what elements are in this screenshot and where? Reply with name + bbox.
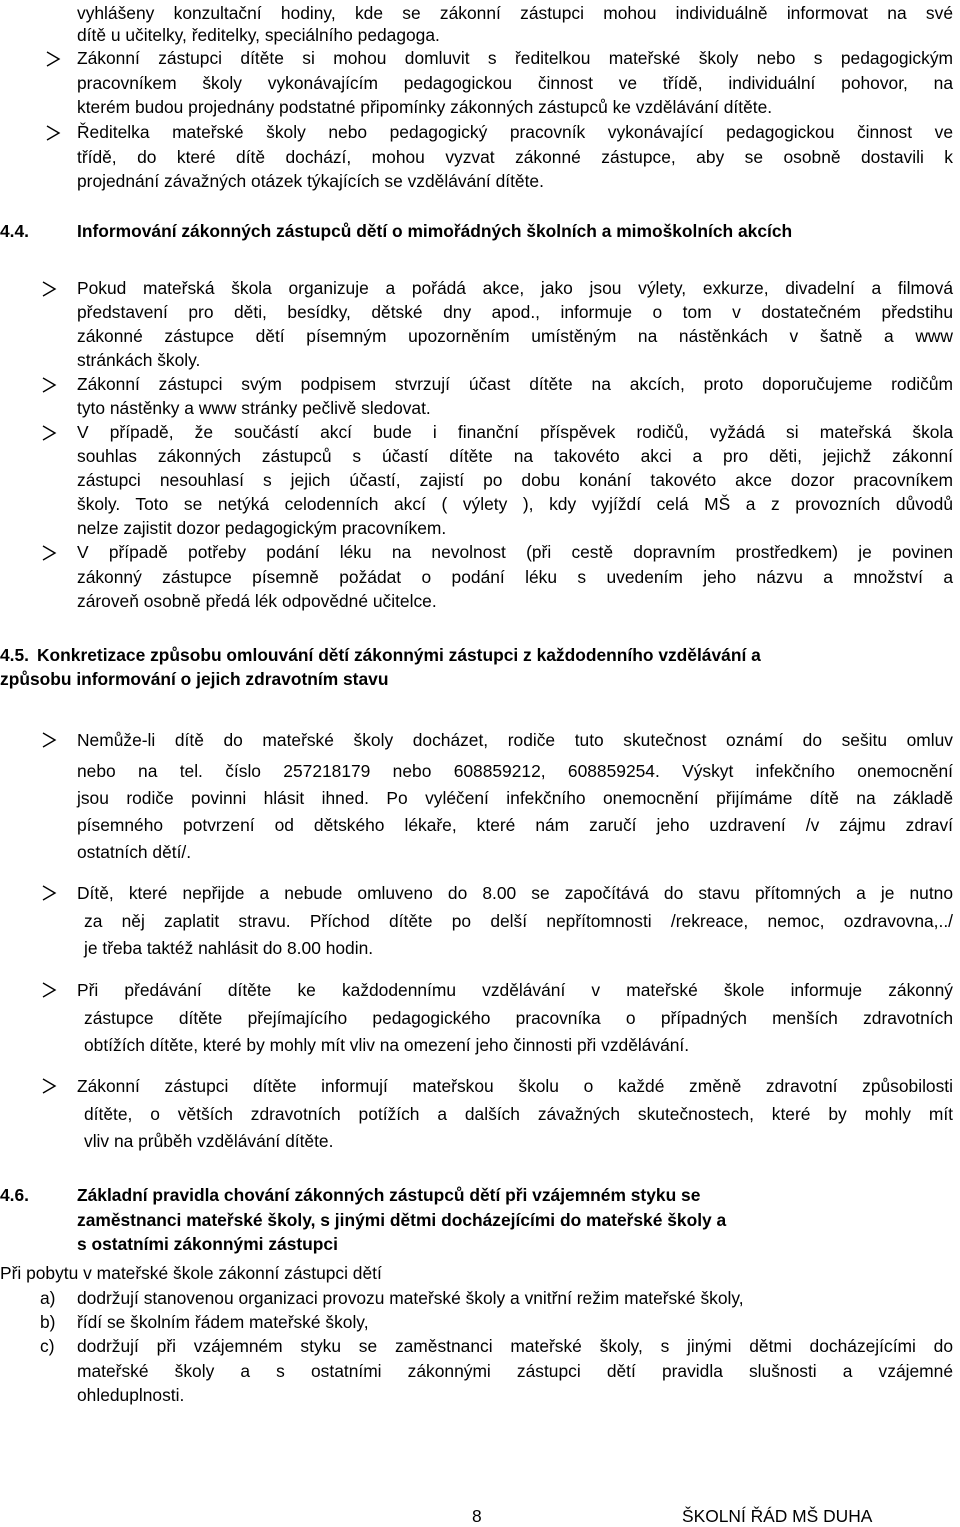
list-item-line: stránkách školy. (77, 350, 201, 370)
list-item-line: dodržují stanovenou organizaci provozu mateřské školy a vnitřní režim mateřské školy, (77, 1288, 744, 1308)
list-marker: c) (40, 1336, 55, 1356)
section-title: zaměstnanci mateřské školy, s jinými dětmi docházejícími do mateřské školy a (77, 1210, 727, 1230)
list-item-line: zákonné zástupce dětí písemným upozorněním umístěným na nástěnkách v šatně a www (77, 326, 953, 346)
list-item-line: projednání závažných otázek týkajících se vzdělávání dítěte. (77, 171, 544, 191)
list-item-line: ostatních dětí/. (77, 842, 192, 862)
list-item-line: nelze zajistit dozor pedagogickým pracovníkem. (77, 518, 447, 538)
list-item-line: školy. Toto se netýká celodenních akcí ( výlety ), kdy vyjíždí celá MŠ a z provozních důvodů (77, 494, 953, 514)
arrow-bullet-icon (40, 376, 62, 398)
list-item-line: písemného potvrzení od dětského lékaře, které nám zaručí jeho uzdravení /v zájmu zdraví (77, 815, 953, 835)
section-number: 4.5. (0, 645, 30, 665)
list-item-line: zástupci nesouhlasí s jejich účastí, zajistí po dobu konání takovéto akce dozor pracovníkem (77, 470, 953, 490)
list-marker: b) (40, 1312, 56, 1332)
list-item-line: za něj zaplatit stravu. Příchod dítěte po delší nepřítomnosti /rekreace, nemoc, ozdravovna,../ (84, 911, 953, 931)
list-item-line: Pokud mateřská škola organizuje a pořádá akce, jako jsou výlety, exkurze, divadelní a filmová (77, 278, 953, 298)
list-item-line: tyto nástěnky a www stránky pečlivě sledovat. (77, 398, 431, 418)
arrow-bullet-icon (40, 544, 62, 566)
arrow-bullet-icon (40, 424, 62, 446)
list-item-line: jsou rodiče povinni hlásit ihned. Po vyléčení infekčního onemocnění přijímáme dítě na základě (77, 788, 953, 808)
list-item-line: dítěte, o větších zdravotních potížích a dalších závažných skutečnostech, které by mohly mít (84, 1104, 953, 1124)
list-item-line: Při předávání dítěte ke každodennímu vzdělávání v mateřské škole informuje zákonný (77, 980, 953, 1000)
paragraph-line: vyhlášeny konzultační hodiny, kde se zákonní zástupci mohou individuálně informovat na své (77, 3, 953, 23)
list-item-line: obtížích dítěte, které by mohly mít vliv na omezení jeho činnosti při vzdělávání. (84, 1035, 690, 1055)
arrow-bullet-icon (40, 731, 62, 753)
arrow-bullet-icon (40, 1077, 62, 1099)
list-item-line: představení pro děti, besídky, dětské dny apod., informuje o tom v dostatečném předstihu (77, 302, 953, 322)
list-item-line: třídě, do které dítě dochází, mohou vyzvat zákonné zástupce, aby se osobně dostavili k (77, 147, 953, 167)
section-title: Informování zákonných zástupců dětí o mimořádných školních a mimoškolních akcích (77, 221, 793, 241)
list-item-line: Zákonní zástupci dítěte si mohou domluvit s ředitelkou mateřské školy nebo s pedagogickým (77, 48, 953, 68)
list-item-line: vliv na průběh vzdělávání dítěte. (84, 1131, 334, 1151)
section-title: Základní pravidla chování zákonných zástupců dětí při vzájemném styku se (77, 1185, 701, 1205)
paragraph-line: dítě u učitelky, ředitelky, speciálního pedagoga. (77, 25, 440, 45)
list-item-line: kterém budou projednány podstatné připomínky zákonných zástupců ke vzdělávání dítěte. (77, 97, 773, 117)
list-item-line: Zákonní zástupci dítěte informují mateřskou školu o každé změně zdravotní způsobilosti (77, 1076, 953, 1096)
section-intro: Při pobytu v mateřské škole zákonní zástupci dětí (0, 1263, 382, 1283)
list-marker: a) (40, 1288, 56, 1308)
list-item-line: mateřské školy a s ostatními zákonnými zástupci dětí pravidla slušnosti a vzájemné (77, 1361, 953, 1381)
section-title: způsobu informování o jejich zdravotním stavu (0, 669, 389, 689)
list-item-line: V případě, že součástí akcí bude i finanční příspěvek rodičů, vyžádá si mateřská škola (77, 422, 953, 442)
arrow-bullet-icon (40, 280, 62, 302)
list-item-line: nebo na tel. číslo 257218179 nebo 608859212, 608859254. Výskyt infekčního onemocnění (77, 761, 953, 781)
list-item-line: ohleduplnosti. (77, 1385, 185, 1405)
list-item-line: je třeba taktéž nahlásit do 8.00 hodin. (84, 938, 374, 958)
list-item-line: V případě potřeby podání léku na nevolnost (při cestě dopravním prostředkem) je povinen (77, 542, 953, 562)
list-item-line: souhlas zákonných zástupců s účastí dítěte na takovéto akci a pro děti, jejichž zákonní (77, 446, 953, 466)
arrow-bullet-icon (44, 50, 66, 72)
list-item-line: Nemůže-li dítě do mateřské školy docházet, rodiče tuto skutečnost oznámí do sešitu omluv (77, 730, 953, 750)
list-item-line: zároveň osobně předá lék odpovědné učitelce. (77, 591, 437, 611)
list-item-line: řídí se školním řádem mateřské školy, (77, 1312, 369, 1332)
section-title: s ostatními zákonnými zástupci (77, 1234, 338, 1254)
list-item-line: zástupce dítěte přejímajícího pedagogického pracovníka o případných menších zdravotních (84, 1008, 953, 1028)
footer-title: ŠKOLNÍ ŘÁD MŠ DUHA (682, 1506, 873, 1526)
list-item-line: zákonný zástupce písemně požádat o podání léku s uvedením jeho názvu a množství a (77, 567, 953, 587)
list-item-line: Ředitelka mateřské školy nebo pedagogický pracovník vykonávající pedagogickou činnost ve (77, 122, 953, 142)
section-number: 4.6. (0, 1185, 30, 1205)
section-title: Konkretizace způsobu omlouvání dětí zákonnými zástupci z každodenního vzdělávání a (37, 645, 761, 665)
arrow-bullet-icon (44, 124, 66, 146)
list-item-line: Dítě, které nepřijde a nebude omluveno do 8.00 se započítává do stavu přítomných a je nutno (77, 883, 953, 903)
list-item-line: Zákonní zástupci svým podpisem stvrzují účast dítěte na akcích, proto doporučujeme rodičům (77, 374, 953, 394)
section-number: 4.4. (0, 221, 30, 241)
page-number: 8 (472, 1506, 482, 1526)
list-item-line: dodržují při vzájemném styku se zaměstnanci mateřské školy, s jinými dětmi docházejícími do (77, 1336, 953, 1356)
arrow-bullet-icon (40, 884, 62, 906)
list-item-line: pracovníkem školy vykonávajícím pedagogickou činnost ve třídě, individuální pohovor, na (77, 73, 953, 93)
arrow-bullet-icon (40, 981, 62, 1003)
